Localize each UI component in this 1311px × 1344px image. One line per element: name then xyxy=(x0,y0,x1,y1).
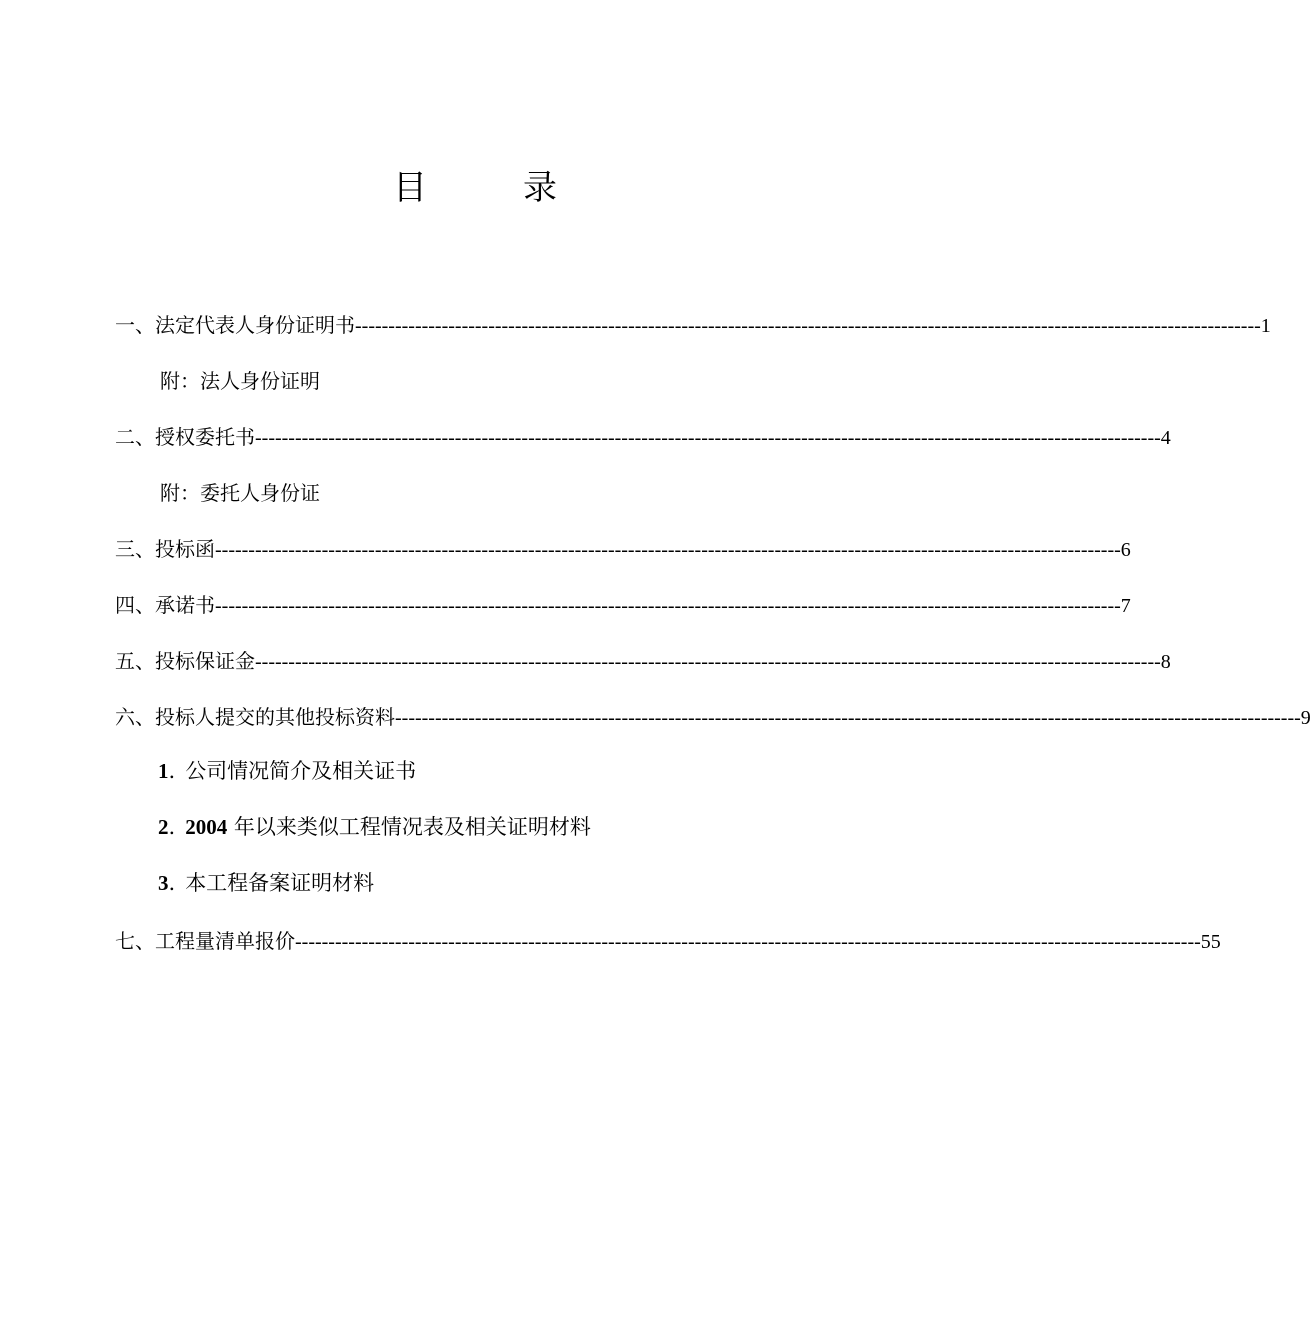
toc-entry-5 xyxy=(115,647,1171,675)
item-number: 2 xyxy=(158,815,169,839)
toc-numbered-item-3 xyxy=(158,868,374,898)
toc-leader: ---------------------------------------------------------------------------------------------------------------------------------------- xyxy=(295,931,1201,953)
toc-page-number: 7 xyxy=(1120,595,1131,617)
toc-leader: ---------------------------------------------------------------------------------------------------------------------------------------- xyxy=(215,595,1121,617)
title-char-2: 录 xyxy=(523,168,557,208)
toc-leader: ---------------------------------------------------------------------------------------------------------------------------------------- xyxy=(255,651,1161,673)
toc-entry-label: 三、投标函 xyxy=(115,537,215,561)
toc-page-number: 55 xyxy=(1200,931,1221,953)
toc-entry-3 xyxy=(115,535,1131,563)
toc-entry-label: 七、工程量清单报价 xyxy=(115,929,295,953)
toc-page-number: 6 xyxy=(1120,539,1131,561)
toc-sub-entry-2: 附：委托人身份证 xyxy=(160,481,320,505)
item-separator: . xyxy=(168,815,176,839)
toc-sub-entry-1: 附：法人身份证明 xyxy=(160,369,320,393)
toc-entry-label: 一、法定代表人身份证明书 xyxy=(115,313,355,337)
title-char-1: 目 xyxy=(393,168,427,208)
toc-entry-4 xyxy=(115,591,1131,619)
item-year: 2004 xyxy=(185,815,228,839)
toc-numbered-item-1 xyxy=(158,756,416,786)
page-title xyxy=(0,166,950,210)
toc-page-number: 4 xyxy=(1160,427,1171,449)
toc-entry-label: 二、授权委托书 xyxy=(115,425,255,449)
item-text: 年以来类似工程情况表及相关证明材料 xyxy=(227,815,591,839)
item-separator: . xyxy=(168,871,176,895)
toc-leader: ---------------------------------------------------------------------------------------------------------------------------------------- xyxy=(355,315,1261,337)
toc-entry-label: 六、投标人提交的其他投标资料 xyxy=(115,705,395,729)
toc-entry-label: 五、投标保证金 xyxy=(115,649,255,673)
toc-entry-7 xyxy=(115,927,1221,955)
toc-entry-2 xyxy=(115,423,1171,451)
toc-leader: ---------------------------------------------------------------------------------------------------------------------------------------- xyxy=(395,707,1301,729)
item-text: 本工程备案证明材料 xyxy=(185,871,375,895)
toc-page-number: 1 xyxy=(1260,315,1271,337)
item-number: 3 xyxy=(158,871,169,895)
toc-entry-6 xyxy=(115,703,1311,731)
toc-numbered-item-2 xyxy=(158,812,591,842)
item-text: 公司情况简介及相关证书 xyxy=(185,759,417,783)
toc-page-number: 9 xyxy=(1300,707,1311,729)
toc-leader: ---------------------------------------------------------------------------------------------------------------------------------------- xyxy=(215,539,1121,561)
item-number: 1 xyxy=(158,759,169,783)
toc-entry-1 xyxy=(115,311,1271,339)
item-separator: . xyxy=(168,759,176,783)
toc-leader: ---------------------------------------------------------------------------------------------------------------------------------------- xyxy=(255,427,1161,449)
toc-page-number: 8 xyxy=(1160,651,1171,673)
toc-entry-label: 四、承诺书 xyxy=(115,593,215,617)
